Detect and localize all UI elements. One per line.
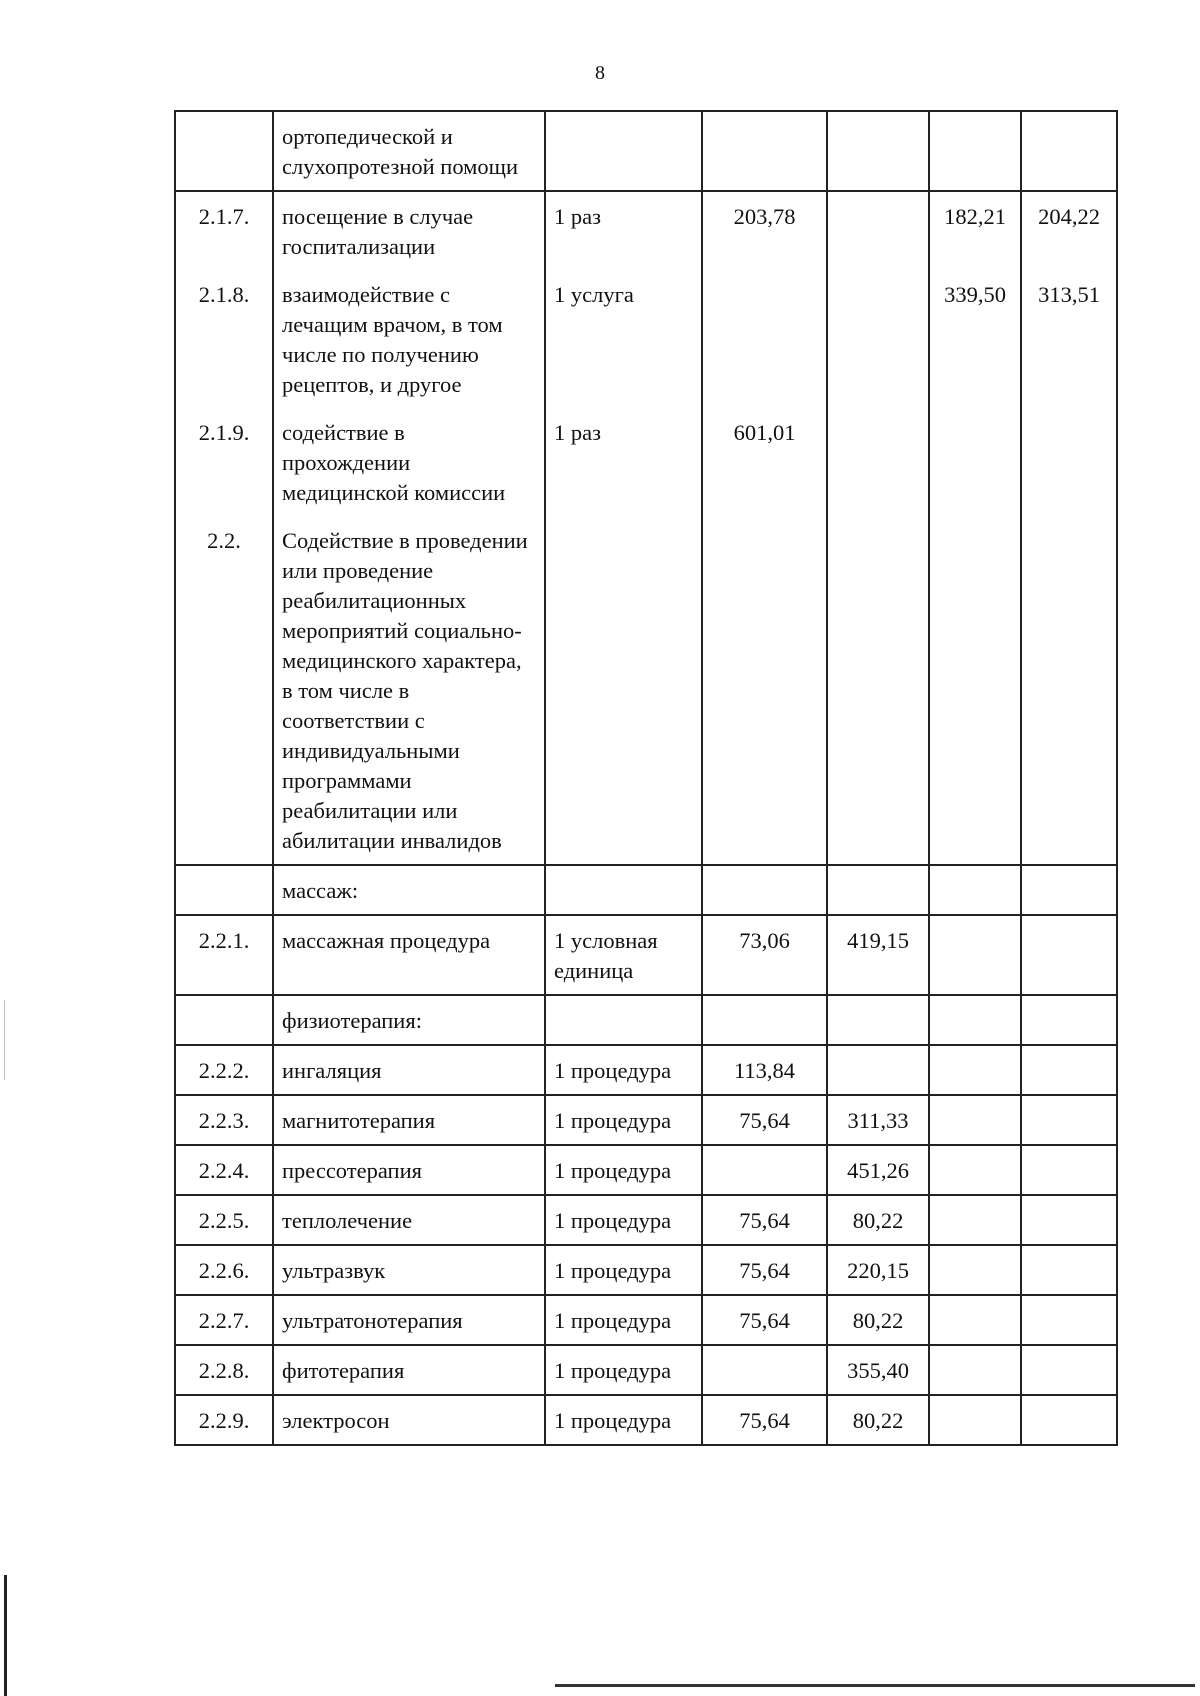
service-name: магнитотерапия	[273, 1095, 545, 1145]
service-name: взаимодействие с лечащим врачом, в том числе по получению рецептов, и другое	[273, 270, 545, 408]
value-cell	[1021, 1245, 1117, 1295]
table-row	[175, 1345, 1117, 1395]
tariff-table	[174, 110, 1118, 1446]
value-cell	[1021, 1095, 1117, 1145]
table-row	[175, 865, 1117, 915]
row-number: 2.1.8.	[175, 270, 273, 408]
value-cell	[1021, 995, 1117, 1045]
value-cell: 204,22	[1021, 191, 1117, 270]
table-row	[175, 408, 1117, 516]
table-row	[175, 1245, 1117, 1295]
value-cell	[929, 1395, 1021, 1445]
table-row	[175, 1095, 1117, 1145]
section-label: физиотерапия:	[273, 995, 545, 1045]
value-cell	[702, 1145, 827, 1195]
unit-cell: 1 процедура	[545, 1145, 702, 1195]
row-number: 2.2.3.	[175, 1095, 273, 1145]
value-cell	[702, 865, 827, 915]
value-cell: 203,78	[702, 191, 827, 270]
service-name: массажная процедура	[273, 915, 545, 995]
value-cell: 313,51	[1021, 270, 1117, 408]
value-cell	[827, 191, 929, 270]
service-name: ультразвук	[273, 1245, 545, 1295]
value-cell	[1021, 408, 1117, 516]
value-cell	[1021, 1345, 1117, 1395]
value-cell	[929, 1095, 1021, 1145]
value-cell: 75,64	[702, 1195, 827, 1245]
value-cell	[827, 516, 929, 865]
table-row	[175, 1145, 1117, 1195]
value-cell: 75,64	[702, 1395, 827, 1445]
value-cell	[929, 1245, 1021, 1295]
section-label: массаж:	[273, 865, 545, 915]
unit-cell: 1 процедура	[545, 1245, 702, 1295]
value-cell	[929, 915, 1021, 995]
table-row	[175, 915, 1117, 995]
row-number	[175, 111, 273, 191]
value-cell	[827, 865, 929, 915]
row-number: 2.2.9.	[175, 1395, 273, 1445]
scan-artifact-line	[4, 1575, 7, 1696]
value-cell	[827, 408, 929, 516]
unit-cell: 1 процедура	[545, 1345, 702, 1395]
table-row	[175, 270, 1117, 408]
scan-artifact-line	[555, 1684, 1195, 1687]
row-number: 2.2.1.	[175, 915, 273, 995]
value-cell	[1021, 1145, 1117, 1195]
unit-cell: 1 раз	[545, 408, 702, 516]
value-cell	[702, 111, 827, 191]
value-cell	[929, 1195, 1021, 1245]
value-cell	[1021, 1045, 1117, 1095]
value-cell	[1021, 1395, 1117, 1445]
value-cell: 601,01	[702, 408, 827, 516]
value-cell: 80,22	[827, 1395, 929, 1445]
value-cell	[929, 516, 1021, 865]
row-number: 2.2.5.	[175, 1195, 273, 1245]
service-name: посещение в случае госпитализации	[273, 191, 545, 270]
row-number	[175, 865, 273, 915]
value-cell: 339,50	[929, 270, 1021, 408]
value-cell: 80,22	[827, 1295, 929, 1345]
service-name: фитотерапия	[273, 1345, 545, 1395]
value-cell: 80,22	[827, 1195, 929, 1245]
value-cell	[702, 270, 827, 408]
value-cell	[827, 995, 929, 1045]
unit-cell	[545, 865, 702, 915]
unit-cell: 1 раз	[545, 191, 702, 270]
row-number: 2.2.8.	[175, 1345, 273, 1395]
value-cell	[929, 995, 1021, 1045]
value-cell	[929, 1045, 1021, 1095]
unit-cell	[545, 995, 702, 1045]
row-number: 2.1.7.	[175, 191, 273, 270]
table-row	[175, 995, 1117, 1045]
row-number: 2.2.7.	[175, 1295, 273, 1345]
value-cell	[827, 270, 929, 408]
value-cell	[702, 1345, 827, 1395]
unit-cell: 1 процедура	[545, 1095, 702, 1145]
value-cell: 311,33	[827, 1095, 929, 1145]
value-cell	[1021, 516, 1117, 865]
value-cell	[929, 111, 1021, 191]
page-number: 8	[595, 62, 605, 84]
service-name: теплолечение	[273, 1195, 545, 1245]
table-row	[175, 1195, 1117, 1245]
value-cell	[1021, 915, 1117, 995]
row-number: 2.2.2.	[175, 1045, 273, 1095]
value-cell: 419,15	[827, 915, 929, 995]
row-number	[175, 995, 273, 1045]
row-number: 2.2.4.	[175, 1145, 273, 1195]
service-name: электросон	[273, 1395, 545, 1445]
unit-cell: 1 условная единица	[545, 915, 702, 995]
value-cell	[929, 1295, 1021, 1345]
unit-cell: 1 услуга	[545, 270, 702, 408]
value-cell	[827, 111, 929, 191]
value-cell: 75,64	[702, 1095, 827, 1145]
unit-cell	[545, 516, 702, 865]
value-cell	[702, 995, 827, 1045]
value-cell: 113,84	[702, 1045, 827, 1095]
value-cell: 75,64	[702, 1245, 827, 1295]
table-row	[175, 111, 1117, 191]
table-row	[175, 1295, 1117, 1345]
row-number: 2.1.9.	[175, 408, 273, 516]
value-cell: 220,15	[827, 1245, 929, 1295]
value-cell	[1021, 865, 1117, 915]
value-cell	[702, 516, 827, 865]
value-cell	[929, 1345, 1021, 1395]
value-cell: 182,21	[929, 191, 1021, 270]
service-name: прессотерапия	[273, 1145, 545, 1195]
unit-cell: 1 процедура	[545, 1195, 702, 1245]
value-cell	[929, 408, 1021, 516]
value-cell	[1021, 1295, 1117, 1345]
value-cell	[929, 865, 1021, 915]
scan-artifact-line	[4, 1000, 5, 1080]
service-name: ортопедической и слухопротезной помощи	[273, 111, 545, 191]
value-cell	[1021, 1195, 1117, 1245]
table-row	[175, 1045, 1117, 1095]
unit-cell: 1 процедура	[545, 1045, 702, 1095]
row-number: 2.2.	[175, 516, 273, 865]
value-cell: 451,26	[827, 1145, 929, 1195]
value-cell	[1021, 111, 1117, 191]
table-row	[175, 516, 1117, 865]
value-cell: 75,64	[702, 1295, 827, 1345]
value-cell: 355,40	[827, 1345, 929, 1395]
value-cell	[827, 1045, 929, 1095]
service-name: ультратонотерапия	[273, 1295, 545, 1345]
row-number: 2.2.6.	[175, 1245, 273, 1295]
unit-cell: 1 процедура	[545, 1395, 702, 1445]
table-row	[175, 191, 1117, 270]
unit-cell: 1 процедура	[545, 1295, 702, 1345]
value-cell	[929, 1145, 1021, 1195]
table-row	[175, 1395, 1117, 1445]
value-cell: 73,06	[702, 915, 827, 995]
service-name: содействие в прохождении медицинской комиссии	[273, 408, 545, 516]
unit-cell	[545, 111, 702, 191]
service-name: ингаляция	[273, 1045, 545, 1095]
service-name: Содействие в проведении или проведение реабилитационных мероприятий социально-медицинского характера, в том числе в соответствии с индивидуальными программами реабилитации или абилитации инвалидов	[273, 516, 545, 865]
